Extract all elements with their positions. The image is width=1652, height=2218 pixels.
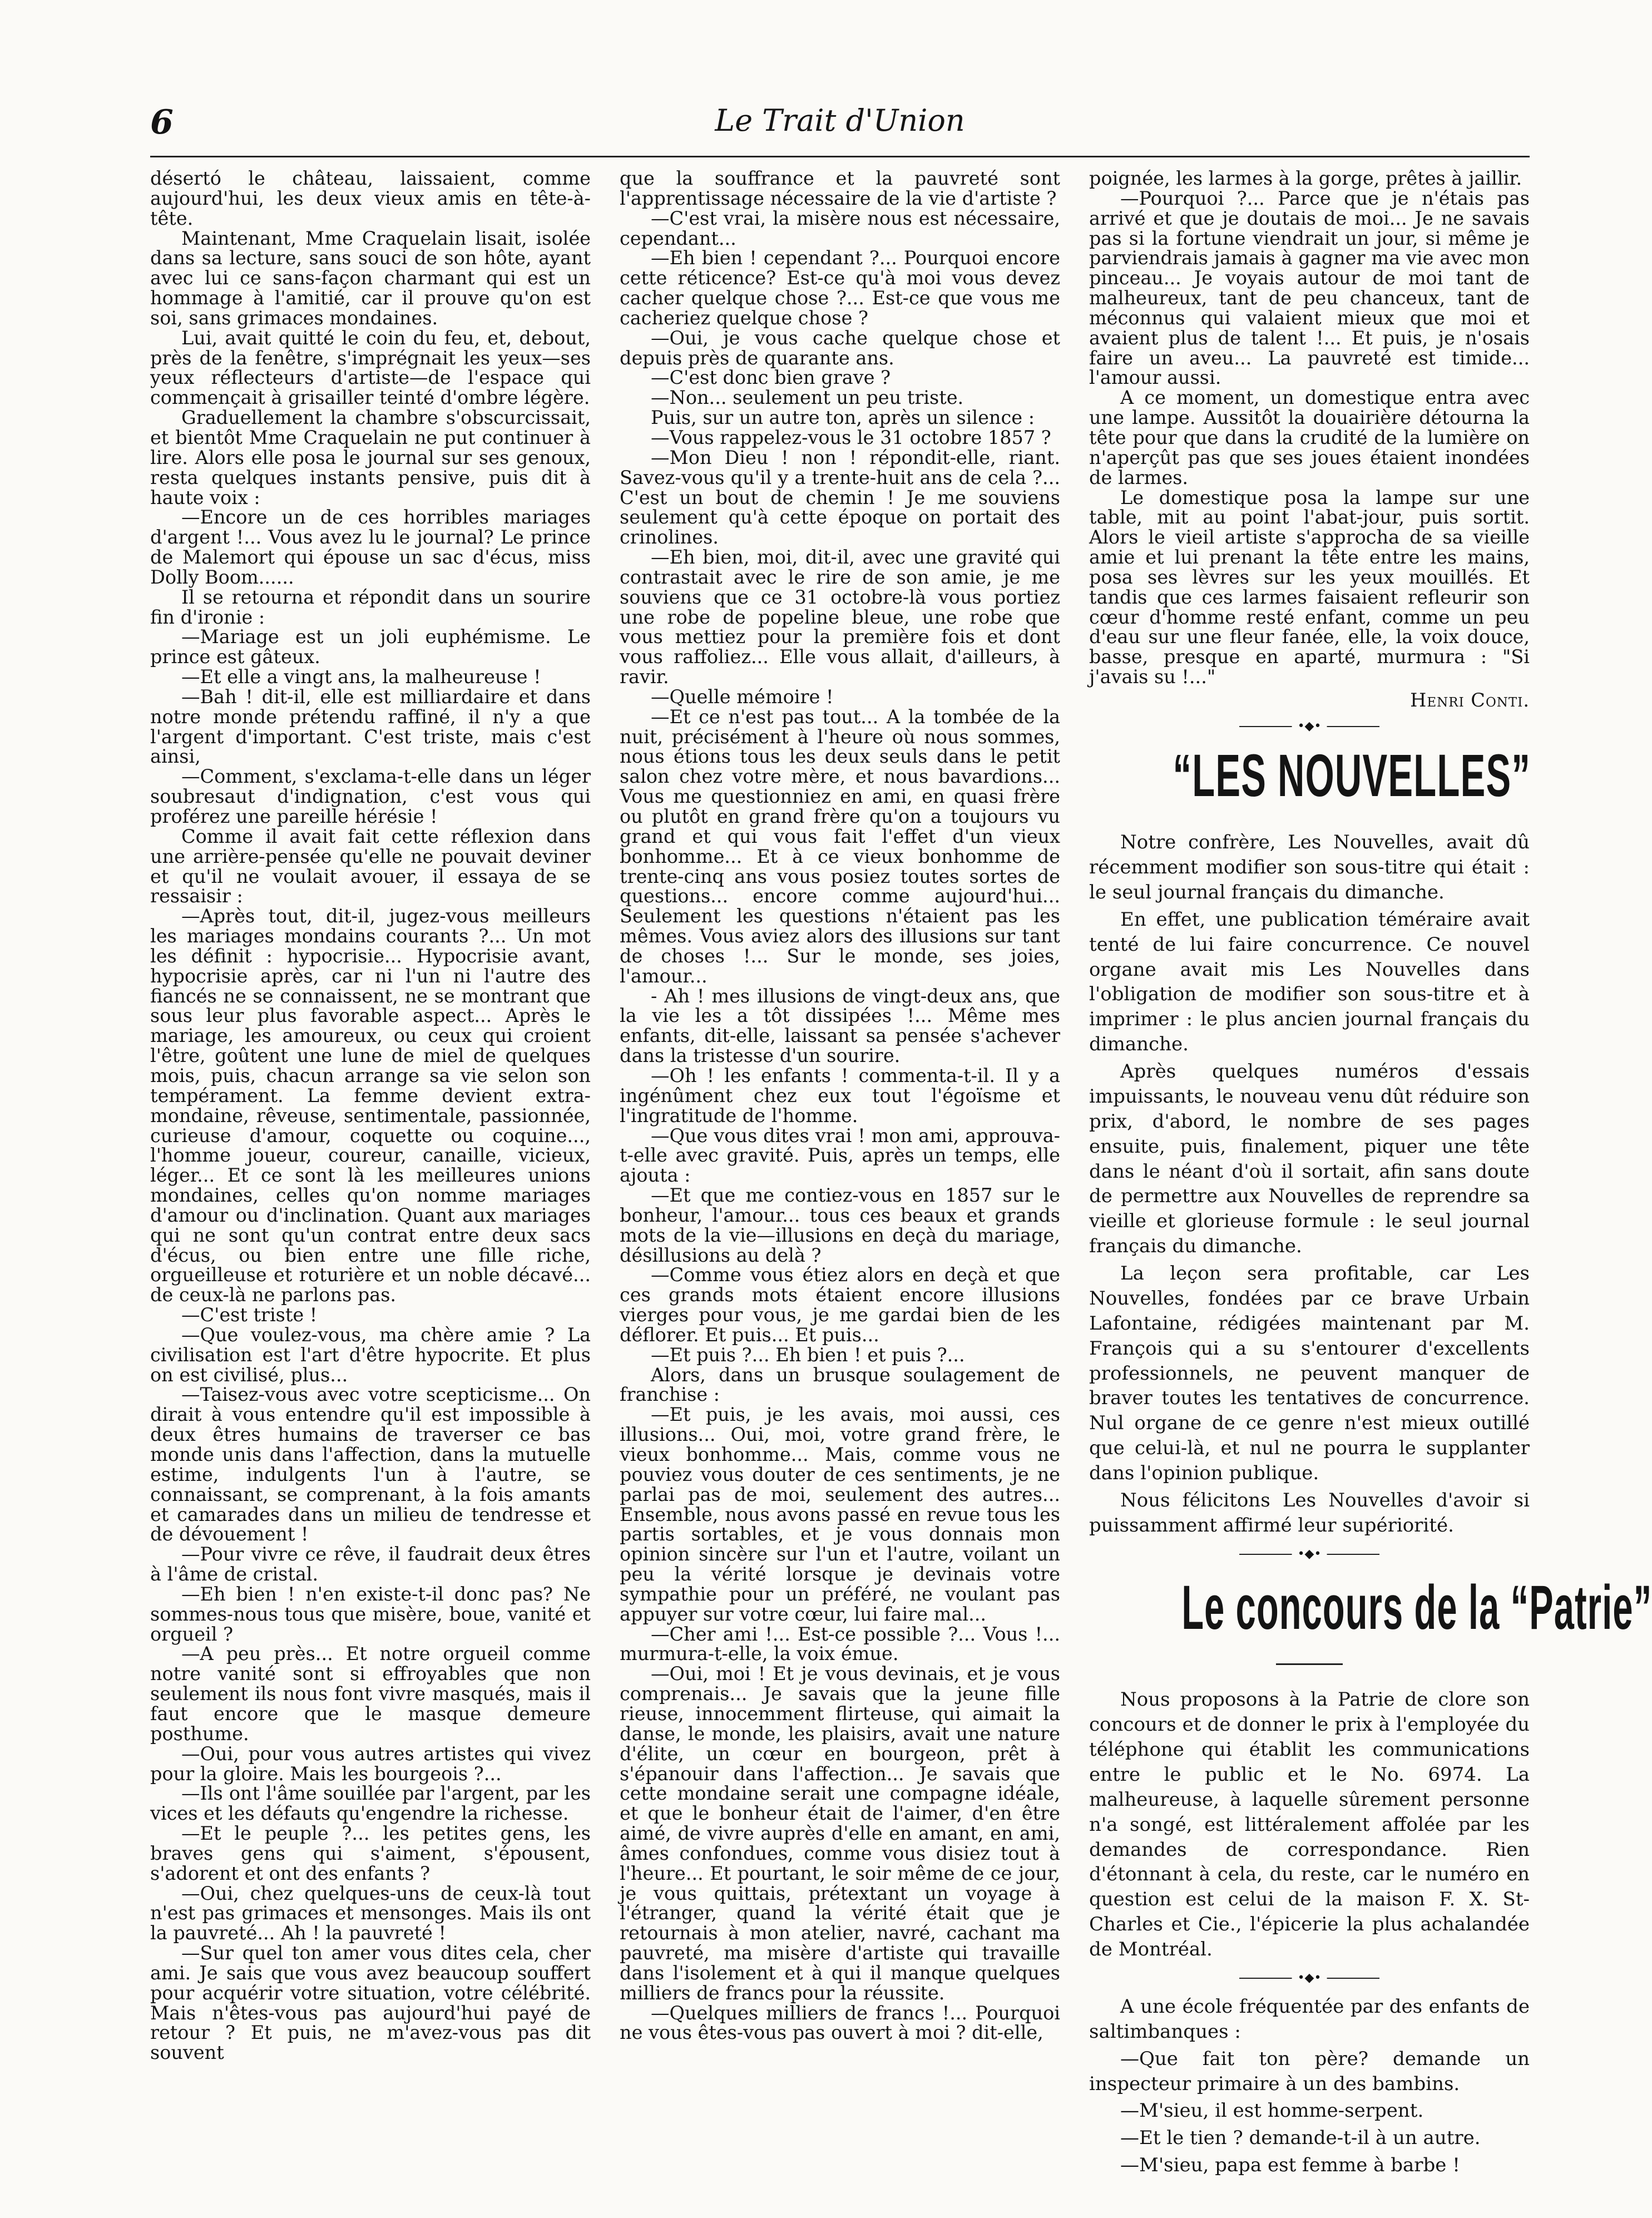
paragraph: —C'est donc bien grave ? xyxy=(651,367,891,389)
author-signature: Henri Conti. xyxy=(1410,689,1530,711)
paragraph: —Et le tien ? demande-t-il à un autre. xyxy=(1120,2127,1481,2150)
newspaper-title: Le Trait d'Union xyxy=(715,103,965,138)
separator-ornament: •◆• xyxy=(1292,720,1327,733)
paragraph: —M'sieu, papa est femme à barbe ! xyxy=(1120,2154,1460,2177)
paragraph: —Pourquoi ?... Parce que je n'étais pas arrivé et que je doutais de moi... Je ne savais pas si la fortune viendrait un jour, si même je parviendrais jamais à gagner ma vie avec mon pinceau... Je voyais autour de moi tant de malheureux, tant de peu chanceux, tant de méconnus qui valaient mieux que moi et avaient plus de talent !... Et puis, je n'osais faire un aveu... La pauvreté est timide... l'amour aussi. xyxy=(1089,187,1530,389)
paragraph: —Comme vous étiez alors en deçà et que ces grands mots étaient encore illusions vierges pour vous, je me gardai bien de les déflorer. Et puis... Et puis... xyxy=(620,1264,1060,1346)
paragraph: —Cher ami !... Est-ce possible ?... Vous !... murmura-t-elle, la voix émue. xyxy=(620,1623,1060,1665)
paragraph: —Non... seulement un peu triste. xyxy=(651,387,964,409)
paragraph: Nous proposons à la Patrie de clore son concours et de donner le prix à l'employée du téléphone qui établit les communications entre le public et le No. 6974. La malheureuse, à laquelle sûrement personne n'a songé, est littéralement affolée par les demandes de correspondance. Rien d'étonnant à cela, du reste, car le numéro en question est celui de la maison F. X. St-Charles et Cie., l'épicerie la plus achalandée de Montréal. xyxy=(1089,1688,1530,1961)
paragraph: La leçon sera profitable, car Les Nouvelles, fondées par ce brave Urbain Lafontaine, rédigées maintenant par M. François qui a su s'entourer d'excellents professionnels, ne peuvent manquer de braver toutes les tentatives de concurrence. Nul organe de ce genre n'est mieux outillé que celui-là, et nul ne pourra le supplanter dans l'opinion publique. xyxy=(1089,1262,1530,1485)
paragraph: —C'est vrai, la misère nous est nécessaire, cependant... xyxy=(620,207,1060,249)
paragraph: —Après tout, dit-il, jugez-vous meilleurs les mariages mondains courants ?... Un mot les définit : hypocrisie... Hypocrisie avant, hypocrisie après, car ni l'un ni l'autre des fiancés ne se connaissent, ne se montrant que sous leur plus favorable aspect... Après le mariage, les amoureux, ou ceux qui croient l'être, goûtent une lune de miel de quelques mois, puis, chacun arrange sa vie selon son tempérament. La femme devient extra-mondaine, rêveuse, sentimentale, passionnée, curieuse d'amour, coquette ou coquine..., l'homme joueur, coureur, canaille, vicieux, léger... Et ce sont là les meilleures unions mondaines, celles qu'on nomme mariages d'amour ou d'inclination. Quant aux mariages qui ne sont qu'un contrat entre deux sacs d'écus, ou bien entre une fille riche, orgueilleuse et roturière et un noble décavé... de ceux-là ne parlons pas. xyxy=(150,905,591,1306)
paragraph: poignée, les larmes à la gorge, prêtes à jaillir. xyxy=(1089,167,1522,189)
paragraph: —Que voulez-vous, ma chère amie ? La civilisation est l'art d'être hypocrite. Et plus on est civilisé, plus... xyxy=(150,1323,591,1386)
paragraph: —Ils ont l'âme souillée par l'argent, par les vices et les défauts qu'engendre la richesse. xyxy=(150,1782,591,1825)
paragraph: —Oui, pour vous autres artistes qui vivez pour la gloire. Mais les bourgeois ?... xyxy=(150,1742,591,1785)
paragraph: —Que vous dites vrai ! mon ami, approuva-t-elle avec gravité. Puis, après un temps, elle ajouta : xyxy=(620,1124,1060,1187)
paragraph: —Bah ! dit-il, elle est milliardaire et dans notre monde prétendu raffiné, il n'y a que l'argent d'important. C'est triste, mais c'est ainsi, xyxy=(150,685,591,768)
article-concours-patrie xyxy=(1089,1687,1530,1962)
paragraph: —Eh bien, moi, dit-il, avec une gravité qui contrastait avec le rire de son amie, je me souviens que ce 31 octobre-là vous portiez une robe de popeline bleue, une robe que vous mettiez pour la première fois et dont vous raffoliez... Elle vous allait, d'ailleurs, à ravir. xyxy=(620,546,1060,688)
title-underline xyxy=(1276,1663,1343,1665)
paragraph: Alors, dans un brusque soulagement de franchise : xyxy=(620,1364,1060,1406)
paragraph: Puis, sur un autre ton, après un silence : xyxy=(651,407,1035,429)
column-2 xyxy=(620,169,1060,2184)
paragraph: que la souffrance et la pauvreté sont l'apprentissage nécessaire de la vie d'artiste ? xyxy=(620,167,1060,209)
paragraph: —Que fait ton père? demande un inspecteur primaire à un des bambins. xyxy=(1089,2047,1530,2095)
story-continuation xyxy=(1089,169,1530,687)
paragraph: —M'sieu, il est homme-serpent. xyxy=(1120,2100,1424,2122)
paragraph: —Oui, moi ! Et je vous devinais, et je vous comprenais... Je savais que la jeune fille rieuse, innocemment flirteuse, qui aimait la danse, le monde, les plaisirs, avait une nature d'élite, un cœur en bourgeon, prêt à s'épanouir dans l'affection... Je savais que cette mondaine serait une compagne idéale, et que le bonheur était de l'aimer, d'en être aimé, de vivre auprès d'elle en amant, en ami, âmes confondues, comme vous disiez tout à l'heure... Et pourtant, le soir même de ce jour, je vous quittais, prétextant un voyage à l'étranger, quand la vérité était que je retournais à mon atelier, navré, cachant ma pauvreté, ma misère d'artiste qui travaille dans l'isolement et à qui il manque quelques milliers de francs pour la réussite. xyxy=(620,1663,1060,2004)
paragraph: —Quelques milliers de francs !... Pourquoi ne vous êtes-vous pas ouvert à moi ? dit-elle, xyxy=(620,2002,1060,2044)
paragraph: —Vous rappelez-vous le 31 octobre 1857 ? xyxy=(651,426,1051,448)
paragraph: A une école fréquentée par des enfants de saltimbanques : xyxy=(1089,1995,1530,2043)
paragraph: —Et puis ?... Eh bien ! et puis ?... xyxy=(651,1343,965,1366)
anecdote-saltimbanques xyxy=(1089,1994,1530,2178)
page-number: 6 xyxy=(150,103,174,142)
paragraph: —Oui, je vous cache quelque chose et depuis près de quarante ans. xyxy=(620,327,1060,369)
paragraph: —Eh bien ! cependant ?... Pourquoi encore cette réticence? Est-ce qu'à moi vous devez cacher quelque chose ?... Est-ce que vous me cacheriez quelque chose ? xyxy=(620,247,1060,329)
paragraph: Après quelques numéros d'essais impuissants, le nouveau venu dût réduire son prix, d'abord, le nombre de ses pages ensuite, puis, finalement, piquer une tête dans le néant d'où il sortait, afin sans doute de permettre aux Nouvelles de reprendre sa vieille et glorieuse formule : le seul journal français du dimanche. xyxy=(1089,1060,1530,1258)
column-3 xyxy=(1089,167,1652,2184)
paragraph: —Eh bien ! n'en existe-t-il donc pas? Ne sommes-nous tous que misère, boue, vanité et orgueil ? xyxy=(150,1583,591,1645)
paragraph: —Taisez-vous avec votre scepticisme... On dirait à vous entendre qu'il est impossible à deux êtres humains de traverser ce bas monde unis dans l'affection, dans la mutuelle estime, indulgents l'un à l'autre, se connaissant, se comprenant, à la fois amants et camarades dans un milieu de tendresse et de dévouement ! xyxy=(150,1384,591,1545)
columns xyxy=(150,167,1652,2184)
paragraph: —Et que me contiez-vous en 1857 sur le bonheur, l'amour... tous ces beaux et grands mots de la vie—illusions en deçà du mariage, désillusions au delà ? xyxy=(620,1184,1060,1266)
paragraph: —Quelle mémoire ! xyxy=(651,685,834,708)
paragraph: Il se retourna et répondit dans un sourire fin d'ironie : xyxy=(150,586,591,628)
paragraph: Graduellement la chambre s'obscurcissait, et bientôt Mme Craquelain ne put continuer à lire. Alors elle posa le journal sur ses genoux, resta quelques instants pensive, puis dit à haute voix : xyxy=(150,407,591,508)
paragraph: —Pour vivre ce rêve, il faudrait deux êtres à l'âme de cristal. xyxy=(150,1543,591,1585)
paragraph: —Et ce n'est pas tout... A la tombée de la nuit, précisément à l'heure où nous sommes, nous étions tous les deux seuls dans le petit salon chez votre mère, et nous bavardions... Vous me questionniez en ami, en quasi frère ou plutôt en grand frère qu'on a toujours vu grand et qui vous fait l'effet d'un vieux bonhomme... Et à ce vieux bonhomme de trente-cinq ans vous posiez toutes sortes de questions... encore comme aujourd'hui... Seulement les questions n'étaient pas les mêmes. Vous aviez alors des illusions sur tant de choses !... Sur le monde, ses joies, l'amour... xyxy=(620,705,1060,987)
paragraph: —Mon Dieu ! non ! répondit-elle, riant. Savez-vous qu'il y a trente-huit ans de cela ?... C'est un bout de chemin ! Je me souviens seulement qu'à cette époque on portait des crinolines. xyxy=(620,446,1060,549)
separator-ornament: •◆• xyxy=(1292,1548,1327,1560)
paragraph: En effet, une publication téméraire avait tenté de lui faire concurrence. Ce nouvel organe avait mis Les Nouvelles dans l'obligation de modifier son sous-titre et à imprimer : le plus ancien journal français du dimanche. xyxy=(1089,908,1530,1056)
paragraph: Notre confrère, Les Nouvelles, avait dû récemment modifier son sous-titre qui était : le seul journal français du dimanche. xyxy=(1089,831,1530,903)
separator xyxy=(1089,1547,1530,1562)
paragraph: A ce moment, un domestique entra avec une lampe. Aussitôt la douairière détourna la tête pour que dans la crudité de la lumière on n'aperçût pas que ses joues étaient inondées de larmes. xyxy=(1089,387,1530,488)
page-header xyxy=(150,103,1530,157)
article-les-nouvelles xyxy=(1089,830,1530,1538)
paragraph: désertó le château, laissaient, comme aujourd'hui, les deux vieux amis en tête-à-tête. xyxy=(150,167,591,229)
paragraph: —Et puis, je les avais, moi aussi, ces illusions... Oui, moi, votre grand frère, le vieux bonhomme... Mais, comme vous ne pouviez vous douter de ces sentiments, je ne parlai pas de moi, seulement des autres... Ensemble, nous avons passé en revue tous les partis sortables, et je vous donnais mon opinion sincère sur l'un et l'autre, voilant un peu la vérité lorsque je devinais votre sympathie pour un préféré, ne voulant pas appuyer sur votre cœur, lui faire mal... xyxy=(620,1404,1060,1625)
separator-ornament: •◆• xyxy=(1292,1972,1327,1984)
paragraph: Comme il avait fait cette réflexion dans une arrière-pensée qu'elle ne pouvait deviner et qu'il ne voulait avouer, il essaya de se ressaisir : xyxy=(150,825,591,907)
paragraph: Maintenant, Mme Craquelain lisait, isolée dans sa lecture, sans souci de son hôte, ayant avec lui ce sans-façon charmant qui est un hommage à l'amitié, car il prouve qu'on est soi, sans grimaces mondaines. xyxy=(150,227,591,329)
paragraph: —Et elle a vingt ans, la malheureuse ! xyxy=(181,666,541,688)
paragraph: - Ah ! mes illusions de vingt-deux ans, que la vie les a tôt dissipées !... Même mes enfants, dit-elle, laissant sa pensée s'achever dans la tristesse d'un sourire. xyxy=(620,985,1060,1067)
separator xyxy=(1089,719,1530,734)
article-title-les-nouvelles: “LES NOUVELLES” xyxy=(1173,741,1531,809)
paragraph: Le domestique posa la lampe sur une table, mit au point l'abat-jour, puis sortit. Alors le vieil artiste s'approcha de sa vieille amie et lui prenant la tête entre les mains, posa ses lèvres sur les yeux mouillés. Et tandis que ces larmes faisaient refleurir son cœur d'homme resté enfant, comme un peu d'eau sur une fleur fanée, elle, la voix douce, basse, presque en aparté, murmura : "Si j'avais su !..." xyxy=(1089,486,1530,688)
paragraph: —Oui, chez quelques-uns de ceux-là tout n'est pas grimaces et mensonges. Mais ils ont la pauvreté... Ah ! la pauvreté ! xyxy=(150,1882,591,1944)
newspaper-page xyxy=(150,103,1652,2184)
paragraph: —Mariage est un joli euphémisme. Le prince est gâteux. xyxy=(150,626,591,668)
paragraph: —Comment, s'exclama-t-elle dans un léger soubresaut d'indignation, c'est vous qui proférez une pareille hérésie ! xyxy=(150,765,591,827)
column-1 xyxy=(150,169,591,2184)
paragraph: Nous félicitons Les Nouvelles d'avoir si puissamment affirmé leur supériorité. xyxy=(1089,1489,1530,1537)
article-title-concours-patrie: Le concours de la “Patrie” xyxy=(1181,1572,1652,1642)
paragraph: —Et le peuple ?... les petites gens, les braves gens qui s'aiment, s'épousent, s'adorent et ont des enfants ? xyxy=(150,1822,591,1884)
paragraph: —Encore un de ces horribles mariages d'argent !... Vous avez lu le journal? Le prince de Malemort qui épouse un sac d'écus, miss Dolly Boom...... xyxy=(150,506,591,588)
separator xyxy=(1089,1971,1530,1985)
paragraph: Lui, avait quitté le coin du feu, et, debout, près de la fenêtre, s'imprégnait les yeux—ses yeux réflecteurs d'artiste—de l'espace qui commençait à grisailler teinté d'ombre légère. xyxy=(150,327,591,409)
paragraph: —A peu près... Et notre orgueil comme notre vanité sont si effroyables que non seulement ils nous font vivre masqués, mais il faut encore que le masque demeure posthume. xyxy=(150,1643,591,1745)
paragraph: —Sur quel ton amer vous dites cela, cher ami. Je sais que vous avez beaucoup souffert pour acquérir votre situation, votre célébrité. Mais n'êtes-vous pas aujourd'hui payé de retour ? Et puis, ne m'avez-vous pas dit souvent xyxy=(150,1942,591,2064)
paragraph: —Oh ! les enfants ! commenta-t-il. Il y a ingénûment chez eux tout l'égoïsme et l'ingratitude de l'homme. xyxy=(620,1064,1060,1127)
paragraph: —C'est triste ! xyxy=(181,1304,318,1326)
